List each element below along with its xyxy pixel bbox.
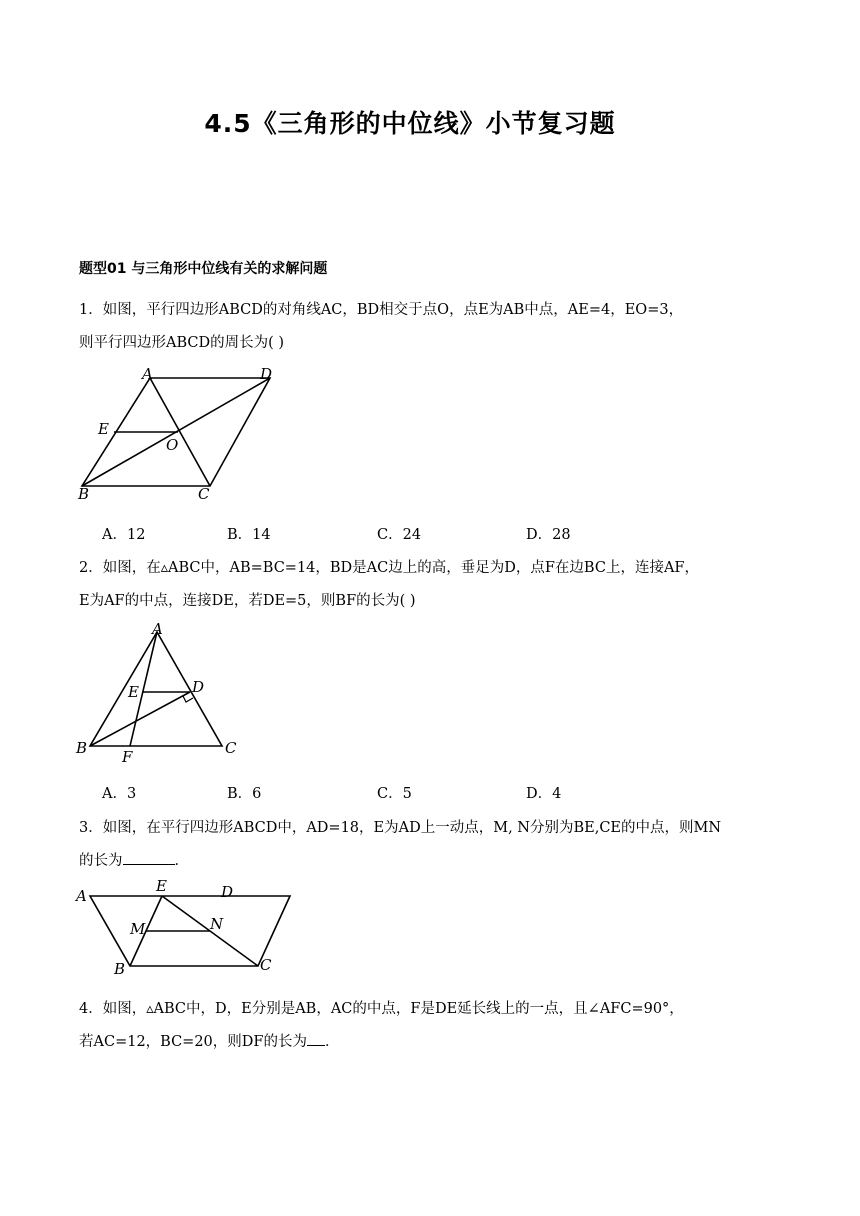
- choice-a[interactable]: A．12: [102, 527, 146, 543]
- question-3-prompt: 的长为: [79, 853, 123, 869]
- label-a: A: [76, 887, 87, 905]
- label-e: E: [98, 420, 109, 438]
- label-c: C: [225, 739, 237, 757]
- question-2-line-2: E为AF的中点，连接DE，若DE=5，则BF的长为( ): [79, 593, 416, 609]
- label-d: D: [221, 883, 234, 901]
- answer-blank[interactable]: [307, 1045, 325, 1046]
- label-b: B: [114, 960, 126, 978]
- question-1-figure: [70, 362, 300, 507]
- question-1-line-1: 1．如图，平行四边形ABCD的对角线AC，BD相交于点O，点E为AB中点，AE=4，EO=3，: [79, 302, 684, 318]
- question-4-prompt: 若AC=12，BC=20，则DF的长为: [79, 1034, 307, 1050]
- choice-b[interactable]: B．14: [227, 527, 271, 543]
- label-d: D: [260, 365, 273, 383]
- choice-c[interactable]: C．5: [377, 786, 412, 802]
- label-b: B: [78, 485, 90, 503]
- question-3-figure: [70, 876, 290, 981]
- question-4-line-1: 4．如图，▵ABC中，D，E分别是AB，AC的中点，F是DE延长线上的一点，且∠AFC=90°，: [79, 1001, 684, 1017]
- choice-b[interactable]: B．6: [227, 786, 262, 802]
- answer-blank[interactable]: [123, 864, 175, 865]
- label-b: B: [76, 739, 88, 757]
- label-a: A: [142, 365, 153, 383]
- label-d: D: [192, 678, 205, 696]
- label-o: O: [166, 436, 179, 454]
- label-a: A: [152, 620, 163, 638]
- question-3-line-1: 3．如图，在平行四边形ABCD中，AD=18，E为AD上一动点，M, N分别为BE,CE的中点，则MN: [79, 820, 722, 836]
- label-e: E: [128, 683, 139, 701]
- label-m: M: [130, 920, 146, 938]
- label-c: C: [198, 485, 210, 503]
- question-4-end: ．: [324, 1034, 340, 1050]
- right-angle-mark: [183, 696, 193, 702]
- question-4-line-2: [79, 1030, 339, 1051]
- choice-a[interactable]: A．3: [102, 786, 137, 802]
- choice-c[interactable]: C．24: [377, 527, 422, 543]
- question-1-line-2: 则平行四边形ABCD的周长为( ): [79, 335, 285, 351]
- choice-d[interactable]: D．4: [526, 786, 562, 802]
- question-3-end: ．: [174, 853, 189, 869]
- label-c: C: [260, 956, 272, 974]
- label-e: E: [156, 877, 167, 895]
- label-n: N: [210, 915, 224, 933]
- question-2-line-1: 2．如图，在▵ABC中，AB=BC=14，BD是AC边上的高，垂足为D，点F在边BC上，连接AF，: [79, 560, 699, 576]
- label-f: F: [122, 748, 133, 766]
- page-title: 4.5《三角形的中位线》小节复习题: [204, 109, 616, 138]
- section-heading: 题型01 与三角形中位线有关的求解问题: [79, 261, 328, 277]
- question-2-figure: [70, 620, 250, 768]
- choice-d[interactable]: D．28: [526, 527, 571, 543]
- question-3-line-2: [79, 849, 189, 870]
